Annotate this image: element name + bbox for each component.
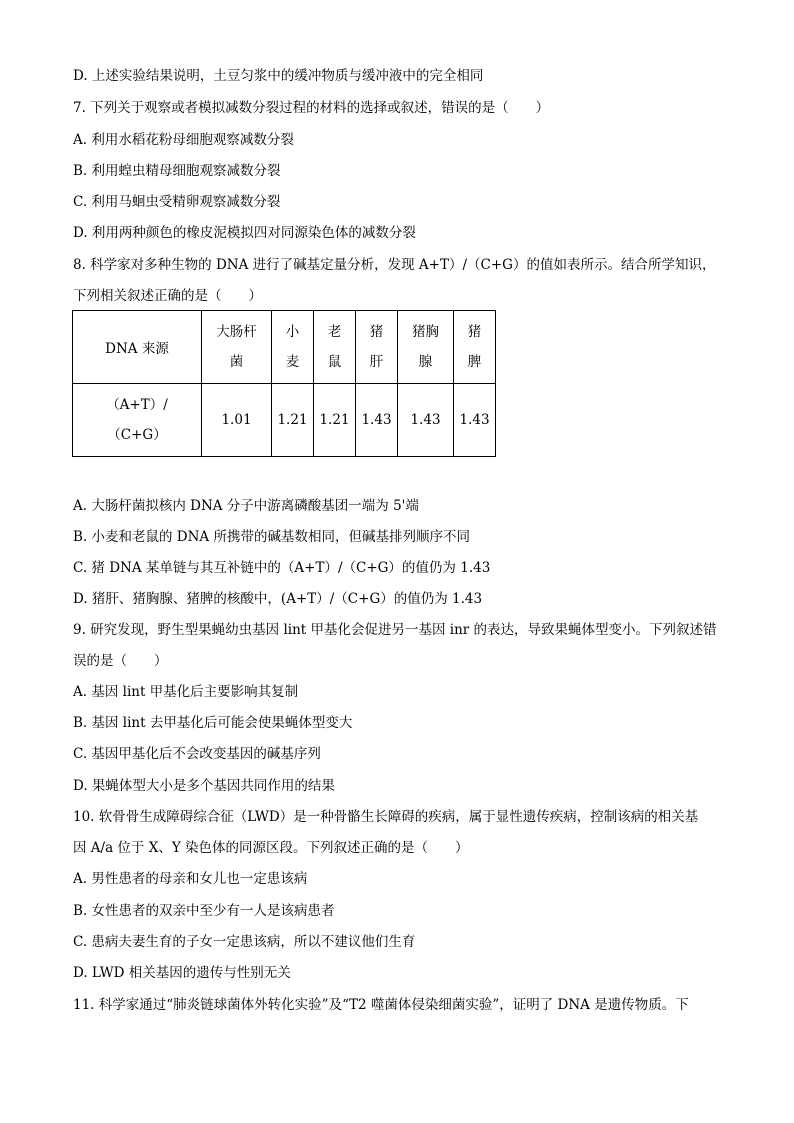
col-header-line1: 老 [327, 324, 342, 340]
ratio-label-line2: （C+G） [107, 427, 167, 443]
q9-option-d: D. 果蝇体型大小是多个基因共同作用的结果 [73, 778, 335, 794]
q9-stem-line1: 9. 研究发现，野生型果蝇幼虫基因 lint 甲基化会促进另一基因 inr 的表达，导致果蝇体型变小。下列叙述错 [73, 622, 717, 638]
q8-option-a: A. 大肠杆菌拟核内 DNA 分子中游离磷酸基团一端为 5'端 [73, 498, 419, 514]
col-header-line1: 猪 [369, 324, 384, 340]
dna-ratio-table [72, 310, 496, 457]
col-header-line2: 肝 [369, 354, 384, 370]
q7-option-b: B. 利用蝗虫精母细胞观察减数分裂 [73, 163, 281, 179]
col-header-pig-liver [356, 311, 398, 384]
col-header-line1: 小 [285, 324, 300, 340]
q8-stem-line2: 下列相关叙述正确的是（ ） [73, 288, 262, 304]
table-header-row [73, 311, 496, 384]
q10-option-b: B. 女性患者的双亲中至少有一人是该病患者 [73, 903, 335, 919]
value-wheat: 1.21 [272, 384, 314, 457]
q7-option-c: C. 利用马蛔虫受精卵观察减数分裂 [73, 194, 281, 210]
col-header-wheat [272, 311, 314, 384]
col-header-line2: 鼠 [327, 354, 342, 370]
q11-stem-line1: 11. 科学家通过“肺炎链球菌体外转化实验”及“T2 噬菌体侵染细菌实验”，证明了 DNA 是遗传物质。下 [73, 997, 689, 1013]
value-mouse: 1.21 [314, 384, 356, 457]
q10-option-a: A. 男性患者的母亲和女儿也一定患该病 [73, 871, 308, 887]
q10-option-d: D. LWD 相关基因的遗传与性别无关 [73, 965, 291, 981]
q7-option-a: A. 利用水稻花粉母细胞观察减数分裂 [73, 132, 294, 148]
col-header-line1: 猪 [467, 324, 482, 340]
col-header-pig-thymus [398, 311, 454, 384]
q7-option-d: D. 利用两种颜色的橡皮泥模拟四对同源染色体的减数分裂 [73, 225, 416, 241]
col-header-line1: 猪胸 [412, 324, 439, 340]
col-header-line2: 麦 [285, 354, 300, 370]
table-row-header: DNA 来源 [73, 311, 202, 384]
table-value-row [73, 384, 496, 457]
q7-stem: 7. 下列关于观察或者模拟减数分裂过程的材料的选择或叙述，错误的是（ ） [73, 100, 550, 116]
q9-option-b: B. 基因 lint 去甲基化后可能会使果蝇体型变大 [73, 715, 353, 731]
q9-option-a: A. 基因 lint 甲基化后主要影响其复制 [73, 684, 299, 700]
table-value-row-label [73, 384, 202, 457]
col-header-ecoli [202, 311, 272, 384]
q6-option-d: D. 上述实验结果说明，土豆匀浆中的缓冲物质与缓冲液中的完全相同 [73, 68, 484, 84]
value-pig-thymus: 1.43 [398, 384, 454, 457]
col-header-line1: 大肠杆 [216, 324, 257, 340]
q9-option-c: C. 基因甲基化后不会改变基因的碱基序列 [73, 746, 321, 762]
q8-stem-line1: 8. 科学家对多种生物的 DNA 进行了碱基定量分析，发现 A+T）/（C+G）的值如表所示。结合所学知识， [73, 257, 716, 273]
q8-option-b: B. 小麦和老鼠的 DNA 所携带的碱基数相同，但碱基排列顺序不同 [73, 529, 470, 545]
col-header-line2: 菌 [229, 354, 244, 370]
col-header-mouse [314, 311, 356, 384]
col-header-line2: 脾 [467, 354, 482, 370]
q10-option-c: C. 患病夫妻生育的子女一定患该病，所以不建议他们生育 [73, 934, 416, 950]
value-pig-spleen: 1.43 [454, 384, 496, 457]
q9-stem-line2: 误的是（ ） [73, 653, 168, 669]
ratio-label-line1: （A+T）/ [106, 397, 168, 413]
col-header-line2: 腺 [418, 354, 433, 370]
q8-option-d: D. 猪肝、猪胸腺、猪脾的核酸中，(A+T）/（C+G）的值仍为 1.43 [73, 591, 483, 607]
q8-option-c: C. 猪 DNA 某单链与其互补链中的（A+T）/（C+G）的值仍为 1.43 [73, 560, 491, 576]
value-pig-liver: 1.43 [356, 384, 398, 457]
q10-stem-line2: 因 A/a 位于 X、Y 染色体的同源区段。下列叙述正确的是（ ） [73, 840, 469, 856]
col-header-pig-spleen [454, 311, 496, 384]
q10-stem-line1: 10. 软骨骨生成障碍综合征（LWD）是一种骨骼生长障碍的疾病，属于显性遗传疾病，控制该病的相关基 [73, 809, 699, 825]
value-ecoli: 1.01 [202, 384, 272, 457]
